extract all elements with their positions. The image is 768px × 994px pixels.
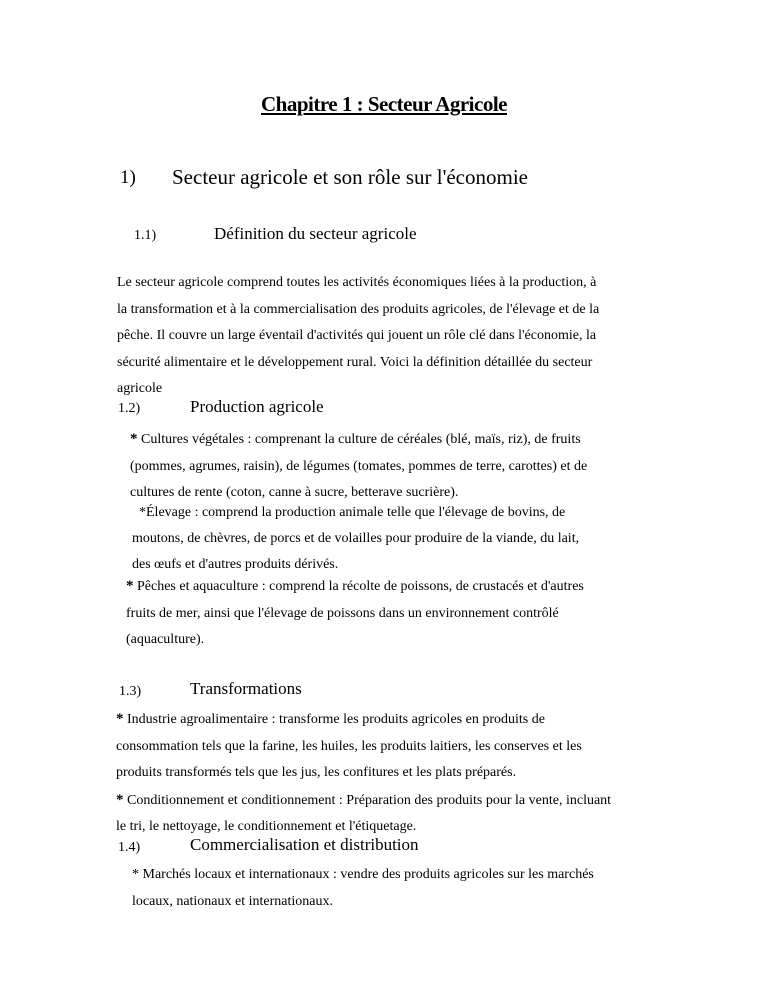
bullet-line: * Marchés locaux et internationaux : vendre des produits agricoles sur les marchés bbox=[132, 867, 594, 882]
paragraph-line: la transformation et à la commercialisation des produits agricoles, de l'élevage et de la bbox=[117, 301, 600, 317]
section-1-4-number: 1.4) bbox=[118, 840, 141, 855]
bullet-marches bbox=[132, 862, 594, 915]
bullet-peches bbox=[126, 573, 584, 654]
bullet-line: cultures de rente (coton, canne à sucre, betterave sucrière). bbox=[130, 485, 459, 500]
section-1-1-title: Définition du secteur agricole bbox=[214, 224, 417, 243]
section-1-number: 1) bbox=[120, 167, 136, 188]
bullet-line: * Pêches et aquaculture : comprend la récolte de poissons, de crustacés et d'autres bbox=[126, 578, 584, 594]
bullet-line: produits transformés tels que les jus, les confitures et les plats préparés. bbox=[116, 765, 517, 780]
paragraph-line: pêche. Il couvre un large éventail d'activités qui jouent un rôle clé dans l'économie, la bbox=[117, 328, 597, 343]
bullet-line: (pommes, agrumes, raisin), de légumes (tomates, pommes de terre, carottes) et de bbox=[130, 458, 588, 474]
paragraph-line: Le secteur agricole comprend toutes les activités économiques liées à la production, à bbox=[117, 275, 597, 290]
bullet-line: des œufs et d'autres produits dérivés. bbox=[132, 557, 339, 572]
section-1-title: Secteur agricole et son rôle sur l'économie bbox=[172, 165, 528, 189]
definition-paragraph bbox=[117, 270, 599, 403]
bullet-line: (aquaculture). bbox=[126, 632, 205, 647]
section-1-4-title: Commercialisation et distribution bbox=[190, 835, 419, 854]
bullet-line: consommation tels que la farine, les huiles, les produits laitiers, les conserves et les bbox=[116, 738, 582, 754]
section-1-2-title: Production agricole bbox=[190, 397, 324, 416]
bullet-line: le tri, le nettoyage, le conditionnement et l'étiquetage. bbox=[116, 819, 417, 834]
bullet-cultures bbox=[130, 426, 587, 507]
section-1-1-number: 1.1) bbox=[134, 228, 157, 243]
bullet-elevage bbox=[132, 500, 580, 578]
section-1-3-number: 1.3) bbox=[119, 684, 142, 699]
bullet-star: * bbox=[126, 578, 134, 594]
bullet-star: * bbox=[130, 431, 138, 447]
bullet-line: locaux, nationaux et internationaux. bbox=[132, 893, 333, 909]
bullet-star: * bbox=[116, 711, 124, 727]
bullet-industrie bbox=[116, 706, 611, 841]
bullet-star: * bbox=[116, 791, 124, 808]
section-1-3-title: Transformations bbox=[190, 679, 302, 698]
bullet-line: moutons, de chèvres, de porcs et de volailles pour produire de la viande, du lait, bbox=[132, 531, 580, 546]
bullet-line: * Industrie agroalimentaire : transforme les produits agricoles en produits de bbox=[116, 711, 545, 727]
bullet-line: * Conditionnement et conditionnement : Préparation des produits pour la vente, incluant bbox=[116, 791, 612, 808]
page-title: Chapitre 1 : Secteur Agricole bbox=[260, 92, 507, 116]
bullet-line: * Cultures végétales : comprenant la culture de céréales (blé, maïs, riz), de fruits bbox=[130, 431, 581, 447]
paragraph-line: agricole bbox=[117, 381, 163, 396]
section-1-2-number: 1.2) bbox=[118, 401, 141, 416]
paragraph-line: sécurité alimentaire et le développement rural. Voici la définition détaillée du secteur bbox=[117, 354, 593, 370]
bullet-line: fruits de mer, ainsi que l'élevage de poissons dans un environnement contrôlé bbox=[126, 605, 559, 621]
bullet-line: *Élevage : comprend la production animale telle que l'élevage de bovins, de bbox=[139, 505, 566, 520]
